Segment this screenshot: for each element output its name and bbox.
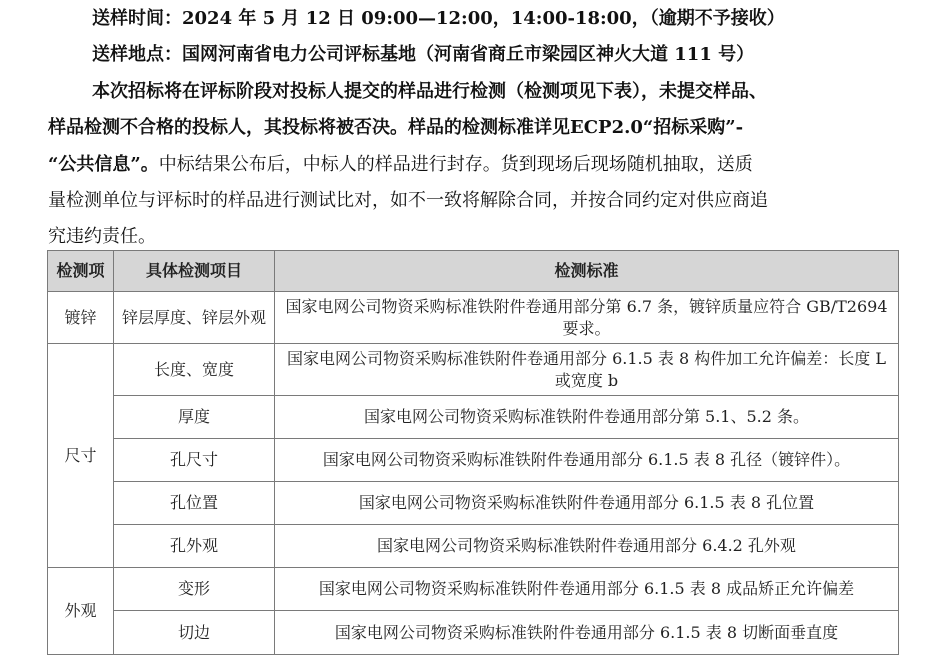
- inspection-table: [47, 250, 899, 655]
- group-appearance: 外观: [48, 568, 114, 655]
- table-header-row: [48, 251, 899, 292]
- paragraph-line-2: 样品检测不合格的投标人，其投标将被否决。样品的检测标准详见ECP2.0“招标采购”-: [48, 117, 744, 138]
- sample-time-label: 送样时间：: [92, 8, 182, 29]
- item-cell: 锌层厚度、锌层外观: [114, 292, 275, 344]
- header-inspection-item: 具体检测项目: [114, 251, 275, 292]
- paragraph-bold-fragment: “公共信息”。: [48, 154, 159, 175]
- standard-cell: 国家电网公司物资采购标准铁附件卷通用部分第 5.1、5.2 条。: [275, 396, 899, 439]
- paragraph-line-3: [48, 153, 952, 177]
- sample-place-value: 国网河南省电力公司评标基地（河南省商丘市梁园区神火大道 111 号）: [182, 44, 755, 65]
- table-row: [48, 344, 899, 396]
- sample-time-value: 2024 年 5 月 12 日 09:00—12:00，14:00-18:00，（逾期不予接收）: [182, 8, 785, 29]
- standard-cell: 国家电网公司物资采购标准铁附件卷通用部分 6.1.5 表 8 构件加工允许偏差：长度 L 或宽度 b: [275, 344, 899, 396]
- table-row: [48, 611, 899, 655]
- sample-place-label: 送样地点：: [92, 44, 182, 65]
- table-row: [48, 292, 899, 344]
- sample-place-line: [92, 43, 952, 67]
- header-inspection-category: 检测项: [48, 251, 114, 292]
- standard-cell: 国家电网公司物资采购标准铁附件卷通用部分 6.1.5 表 8 孔位置: [275, 482, 899, 525]
- item-cell: 切边: [114, 611, 275, 655]
- table-row: [48, 482, 899, 525]
- standard-cell: 国家电网公司物资采购标准铁附件卷通用部分 6.1.5 表 8 切断面垂直度: [275, 611, 899, 655]
- paragraph-normal-fragment: 中标结果公布后，中标人的样品进行封存。货到现场后现场随机抽取，送质: [158, 154, 753, 175]
- group-galvanize: 镀锌: [48, 292, 114, 344]
- table-row: [48, 568, 899, 611]
- item-cell: 孔外观: [114, 525, 275, 568]
- paragraph-line-4: 量检测单位与评标时的样品进行测试比对，如不一致将解除合同，并按合同约定对供应商追: [48, 190, 768, 211]
- paragraph-line-1: 本次招标将在评标阶段对投标人提交的样品进行检测（检测项见下表），未提交样品、: [92, 81, 767, 102]
- standard-cell: 国家电网公司物资采购标准铁附件卷通用部分 6.4.2 孔外观: [275, 525, 899, 568]
- table-row: [48, 396, 899, 439]
- paragraph-line-5: 究违约责任。: [48, 226, 156, 247]
- item-cell: 变形: [114, 568, 275, 611]
- item-cell: 孔位置: [114, 482, 275, 525]
- standard-cell: 国家电网公司物资采购标准铁附件卷通用部分 6.1.5 表 8 成品矫正允许偏差: [275, 568, 899, 611]
- header-inspection-standard: 检测标准: [275, 251, 899, 292]
- sample-time-line: [92, 7, 952, 31]
- table-row: [48, 439, 899, 482]
- item-cell: 孔尺寸: [114, 439, 275, 482]
- item-cell: 长度、宽度: [114, 344, 275, 396]
- group-size: 尺寸: [48, 344, 114, 568]
- standard-cell: 国家电网公司物资采购标准铁附件卷通用部分 6.1.5 表 8 孔径（镀锌件）。: [275, 439, 899, 482]
- table-row: [48, 525, 899, 568]
- item-cell: 厚度: [114, 396, 275, 439]
- standard-cell: 国家电网公司物资采购标准铁附件卷通用部分第 6.7 条，镀锌质量应符合 GB/T2694 要求。: [275, 292, 899, 344]
